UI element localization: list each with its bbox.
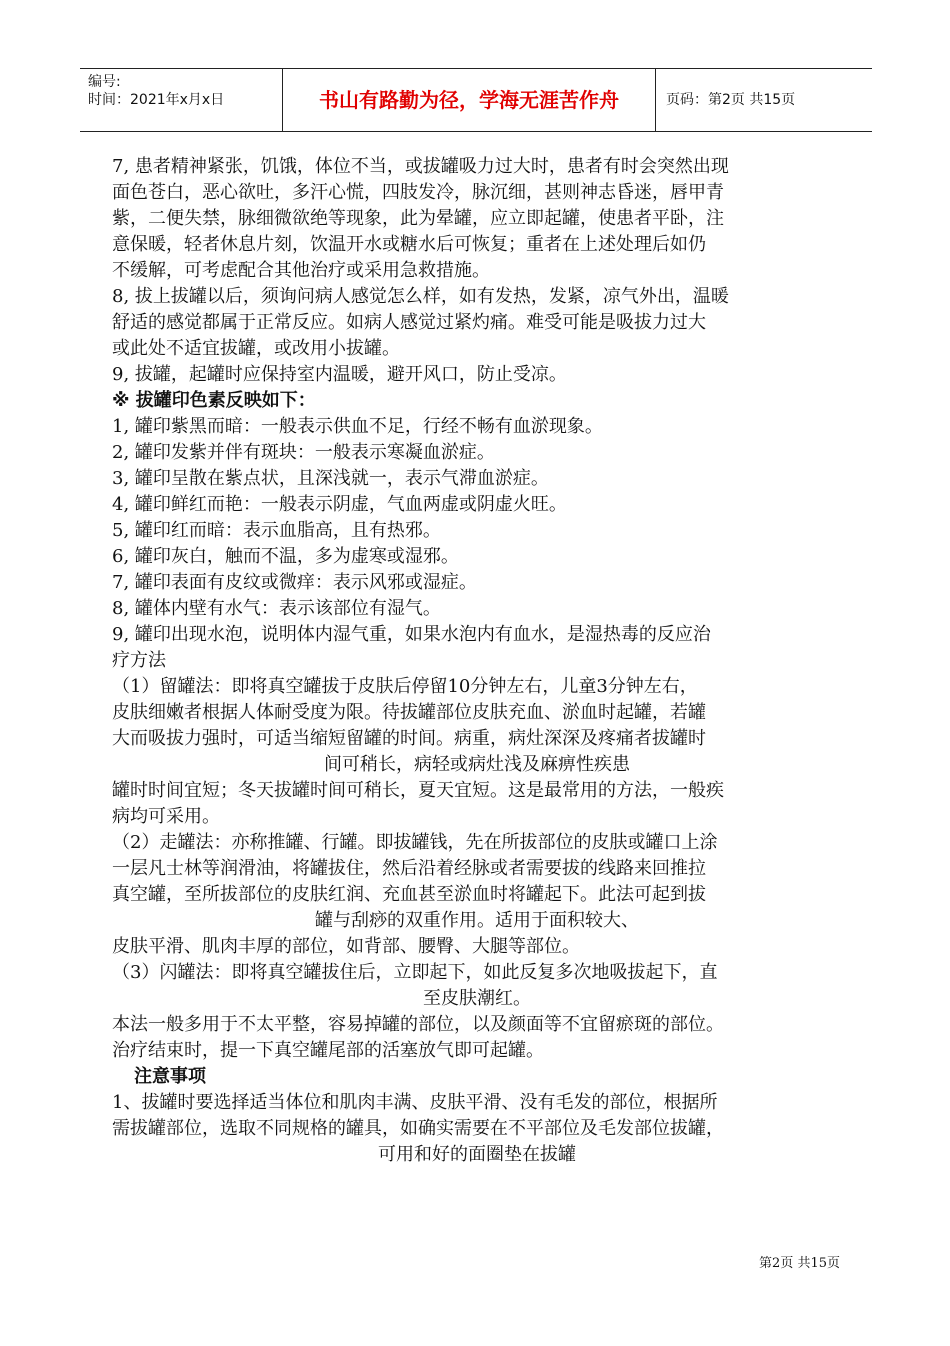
body-line: 或此处不适宜拔罐，或改用小拔罐。 [112,338,400,359]
body-line: 1、拔罐时要选择适当体位和肌肉丰满、皮肤平滑、没有毛发的部位，根据所 [112,1092,718,1113]
body-line: 大而吸拔力强时，可适当缩短留罐的时间。病重，病灶深深及疼痛者拔罐时 [112,728,706,749]
body-line: 罐与刮痧的双重作用。适用于面积较大、 [315,910,639,931]
header-meta [88,73,224,109]
body-line: 1, 罐印紫黑而暗：一般表示供血不足，行经不畅有血淤现象。 [112,416,603,437]
body-line: 皮肤细嫩者根据人体耐受度为限。待拔罐部位皮肤充血、淤血时起罐，若罐 [112,702,706,723]
header-page-label: 页码：第2页 共15页 [666,92,796,108]
body-line: （1）留罐法：即将真空罐拔于皮肤后停留10分钟左右，儿童3分钟左右， [112,676,698,697]
body-line: 注意事项 [134,1066,206,1087]
body-line: 8, 拔上拔罐以后，须询问病人感觉怎么样，如有发热，发紧，凉气外出，温暖 [112,286,729,307]
body-line: 至皮肤潮红。 [423,988,531,1009]
header-motto: 书山有路勤为径，学海无涯苦作舟 [282,69,656,131]
body-line: 罐时时间宜短；冬天拔罐时间可稍长，夏天宜短。这是最常用的方法，一般疾 [112,780,724,801]
body-line: 间可稍长，病轻或病灶浅及麻痹性疾患 [324,754,630,775]
body-line: 一层凡士林等润滑油，将罐拔住，然后沿着经脉或者需要拔的线路来回推拉 [112,858,706,879]
body-line: 舒适的感觉都属于正常反应。如病人感觉过紧灼痛。难受可能是吸拔力过大 [112,312,706,333]
body-line: 不缓解，可考虑配合其他治疗或采用急救措施。 [112,260,490,281]
body-line: ※ 拔罐印色素反映如下： [112,390,316,411]
body-line: 可用和好的面圈垫在拔罐 [378,1144,576,1165]
body-line: 面色苍白，恶心欲吐，多汗心慌，四肢发冷，脉沉细，甚则神志昏迷，唇甲青 [112,182,724,203]
body-line: 病均可采用。 [112,806,220,827]
body-line: 8, 罐体内壁有水气：表示该部位有湿气。 [112,598,441,619]
body-line: 皮肤平滑、肌肉丰厚的部位，如背部、腰臀、大腿等部位。 [112,936,580,957]
body-line: 5, 罐印红而暗：表示血脂高，且有热邪。 [112,520,441,541]
body-line: 4, 罐印鲜红而艳：一般表示阴虚，气血两虚或阴虚火旺。 [112,494,567,515]
body-line: 治疗结束时，提一下真空罐尾部的活塞放气即可起罐。 [112,1040,544,1061]
body-line: 9, 罐印出现水泡，说明体内湿气重，如果水泡内有血水，是湿热毒的反应治 [112,624,711,645]
body-line: 需拔罐部位，选取不同规格的罐具，如确实需要在不平部位及毛发部位拔罐， [112,1118,724,1139]
body-line: 9, 拔罐，起罐时应保持室内温暖，避开风口，防止受凉。 [112,364,567,385]
body-line: 7, 罐印表面有皮纹或微痒：表示风邪或湿症。 [112,572,477,593]
body-line: 本法一般多用于不太平整，容易掉罐的部位，以及颜面等不宜留瘀斑的部位。 [112,1014,724,1035]
page-footer: 第2页 共15页 [759,1256,840,1271]
body-line: 6, 罐印灰白，触而不温，多为虚寒或湿邪。 [112,546,459,567]
page-header [80,68,872,132]
body-line: 真空罐，至所拔部位的皮肤红润、充血甚至淤血时将罐起下。此法可起到拔 [112,884,706,905]
body-line: （2）走罐法：亦称推罐、行罐。即拔罐钱，先在所拔部位的皮肤或罐口上涂 [112,832,718,853]
body-line: 疗方法 [112,650,166,671]
body-line: 意保暖，轻者休息片刻，饮温开水或糖水后可恢复；重者在上述处理后如仍 [112,234,706,255]
document-body [112,154,842,1168]
body-line: 2, 罐印发紫并伴有斑块：一般表示寒凝血淤症。 [112,442,495,463]
header-number-label: 编号: [88,74,121,90]
body-line: 3, 罐印呈散在紫点状，且深浅就一，表示气滞血淤症。 [112,468,549,489]
body-line: （3）闪罐法：即将真空罐拔住后，立即起下，如此反复多次地吸拔起下，直 [112,962,718,983]
body-line: 7, 患者精神紧张，饥饿，体位不当，或拔罐吸力过大时，患者有时会突然出现 [112,156,729,177]
header-time-label: 时间：2021年x月x日 [88,92,225,108]
body-line: 紫，二便失禁，脉细微欲绝等现象，此为晕罐，应立即起罐，使患者平卧，注 [112,208,724,229]
